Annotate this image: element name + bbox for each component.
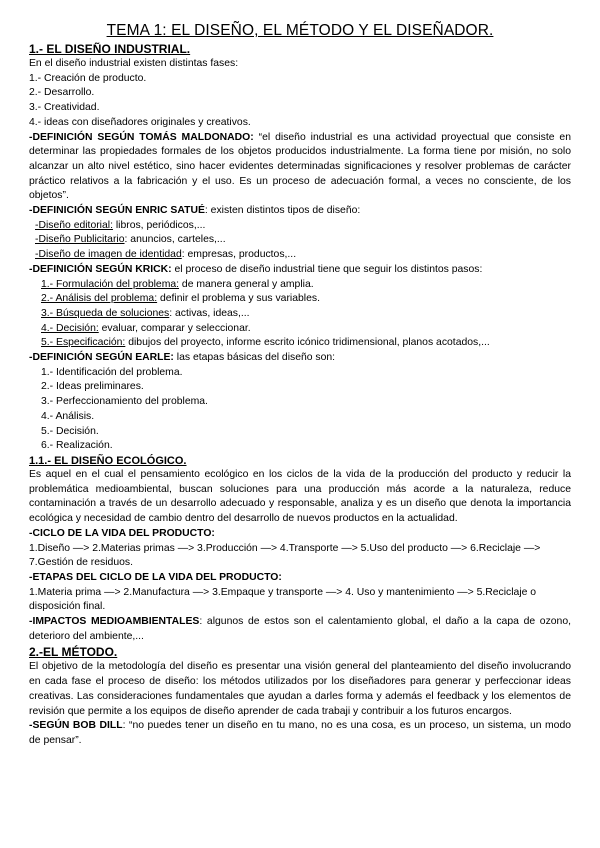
krick-item-desc: dibujos del proyecto, informe escrito icónico tridimensional, planos acotados,...	[125, 337, 490, 349]
krick-label: -DEFINICIÓN SEGÚN KRICK:	[29, 263, 172, 275]
life-cycle-stages-label: -ETAPAS DEL CICLO DE LA VIDA DEL PRODUCTO:	[29, 571, 282, 583]
phase-item: 4.- ideas con diseñadores originales y creativos.	[29, 116, 251, 128]
satue-item	[29, 233, 571, 248]
krick-item	[29, 336, 571, 351]
earle-definition	[29, 351, 571, 366]
earle-item: 2.- Ideas preliminares.	[41, 381, 144, 393]
krick-item-desc: definir el problema y sus variables.	[157, 293, 320, 305]
life-cycle-stages-text: 1.Materia prima —> 2.Manufactura —> 3.Empaque y transporte —> 4. Uso y mantenimiento —> 5.Reciclaje o disposición final.	[29, 586, 537, 613]
krick-item-term: 5.- Especificación:	[41, 337, 126, 349]
environmental-impacts	[29, 615, 571, 644]
bob-dill-quote	[29, 719, 571, 748]
krick-text: el proceso de diseño industrial tiene que seguir los distintos pasos:	[171, 263, 483, 275]
satue-item-desc: libros, periódicos,...	[112, 219, 206, 231]
krick-item-desc: evaluar, comparar y seleccionar.	[98, 322, 251, 334]
satue-item-term: -Diseño Publicitario	[35, 234, 125, 246]
satue-definition	[29, 204, 571, 219]
krick-item-term: 3.- Búsqueda de soluciones	[41, 307, 170, 319]
earle-item: 6.- Realización.	[41, 440, 113, 452]
satue-item-term: -Diseño de imagen de identidad	[35, 249, 182, 261]
product-life-cycle-label: -CICLO DE LA VIDA DEL PRODUCTO:	[29, 527, 215, 539]
krick-item-desc: de manera general y amplia.	[179, 278, 314, 290]
maldonado-text: “el diseño industrial es una actividad proyectual que consiste en determinar las propiedades formales de los objetos producidos industrialmente. La forma tiene por misión, no solo alcanzar un alto nivel estético, sino hacer evidentes determinadas significaciones y resolver problemas de carácter práctico relativos a la fabricación y el uso. Es un proceso de adecuación formal, a veces no consciente, de los objetos”.	[29, 131, 571, 202]
earle-item: 5.- Decisión.	[41, 425, 99, 437]
maldonado-definition	[29, 131, 571, 205]
document-title: TEMA 1: EL DISEÑO, EL MÉTODO Y EL DISEÑADOR.	[106, 22, 494, 39]
krick-item-desc: : activas, ideas,...	[169, 307, 250, 319]
phase-item: 3.- Creatividad.	[29, 102, 100, 114]
earle-text: las etapas básicas del diseño son:	[173, 352, 336, 364]
krick-item	[29, 307, 571, 322]
satue-label: -DEFINICIÓN SEGÚN ENRIC SATUÉ	[29, 205, 205, 217]
method-text: El objetivo de la metodología del diseño es presentar una visión general del planteamiento del diseño involucrando en cada fase el proceso de diseño: los métodos utilizados por los diseñadores para generar y perfeccionar ideas creativas. Las consideraciones fundamentales que ayudan a darles forma y además el feedback y los elementos de revisión que permite a los equipos de diseño aprender de cada trabaji y contribuir a los futuros encargos.	[29, 661, 571, 717]
phase-item: 2.- Desarrollo.	[29, 87, 95, 99]
krick-item	[29, 278, 571, 293]
earle-item: 3.- Perfeccionamiento del problema.	[41, 396, 208, 408]
satue-item-desc: : anuncios, carteles,...	[124, 234, 226, 246]
satue-item-term: -Diseño editorial:	[35, 219, 113, 231]
phase-item: 1.- Creación de producto.	[29, 72, 147, 84]
krick-item-term: 2.- Análisis del problema:	[41, 293, 158, 305]
section-1-1-heading: 1.1.- EL DISEÑO ECOLÓGICO.	[29, 454, 187, 467]
section-2-heading: 2.-EL MÉTODO.	[29, 645, 118, 660]
krick-definition	[29, 263, 571, 278]
satue-item	[29, 248, 571, 263]
satue-item	[29, 219, 571, 234]
section-1-heading: 1.- EL DISEÑO INDUSTRIAL.	[29, 42, 191, 56]
krick-item-term: 4.- Decisión:	[41, 322, 99, 334]
product-life-cycle-text: 1.Diseño —> 2.Materias primas —> 3.Producción —> 4.Transporte —> 5.Uso del producto —> 6.Reciclaje —> 7.Gestión de residuos.	[29, 542, 541, 569]
ecological-design-text: Es aquel en el cual el pensamiento ecológico en los ciclos de la vida de la producción del producto y reducir la problemática medioambiental, buscan soluciones para una producción más acorde a la naturaleza, reduce contaminación a través de un desarrollo adecuado y responsable, analiza y es un diseño que denota la importancia ecológica y necesidad de cambio dentro del desarrollo de nuevos productos en la actualidad.	[29, 468, 571, 525]
maldonado-label: -DEFINICIÓN SEGÚN TOMÁS MALDONADO:	[29, 131, 254, 143]
earle-label: -DEFINICIÓN SEGÚN EARLE:	[29, 352, 174, 364]
bob-dill-text: : “no puedes tener un diseño en tu mano, no es una cosa, es un proceso, un sistema, un modo de pensar”.	[29, 720, 571, 746]
section-1-intro: En el diseño industrial existen distintas fases:	[29, 58, 239, 69]
environmental-impacts-label: -IMPACTOS MEDIOAMBIENTALES	[29, 616, 200, 628]
krick-item	[29, 322, 571, 337]
krick-item	[29, 292, 571, 307]
environmental-impacts-text: : algunos de estos son el calentamiento global, el daño a la capa de ozono, deterioro del ambiente,...	[29, 616, 571, 642]
earle-item: 1.- Identificación del problema.	[41, 366, 183, 378]
earle-item: 4.- Análisis.	[41, 410, 95, 422]
satue-item-desc: : empresas, productos,...	[181, 249, 297, 261]
bob-dill-label: -SEGÚN BOB DILL	[29, 720, 123, 732]
krick-item-term: 1.- Formulación del problema:	[41, 278, 180, 290]
satue-text: : existen distintos tipos de diseño:	[204, 205, 361, 217]
